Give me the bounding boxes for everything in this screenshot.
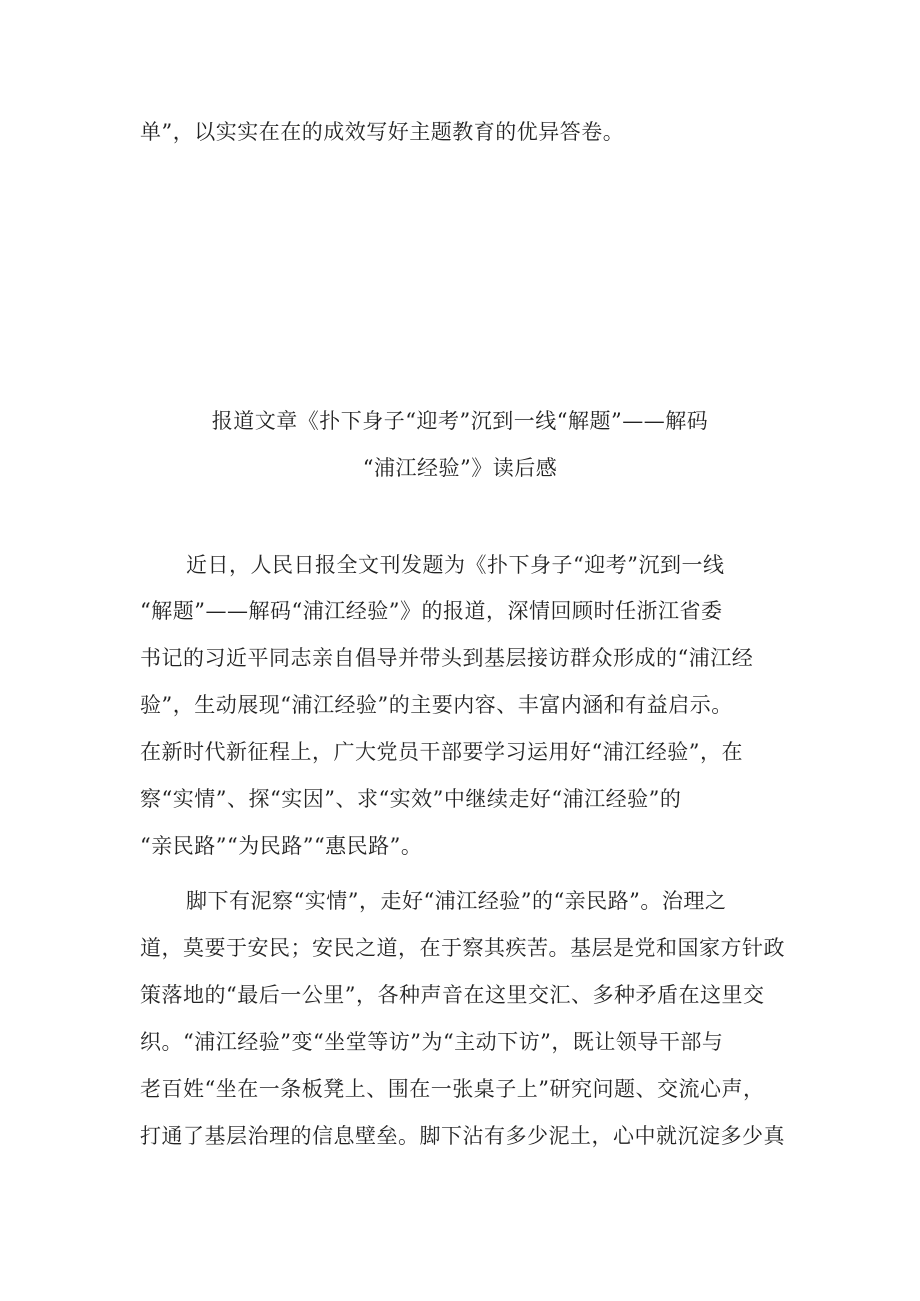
paragraph-line: 道，莫要于安民；安民之道，在于察其疾苦。基层是党和国家方针政 [140,936,785,960]
paragraph-line: 老百姓“坐在一条板凳上、围在一张桌子上”研究问题、交流心声， [140,1077,765,1101]
paragraph-line: 织。“浦江经验”变“坐堂等访”为“主动下访”，既让领导干部与 [140,1030,724,1054]
paragraph-line: “解题”——解码“浦江经验”》的报道，深情回顾时任浙江省委 [140,599,723,623]
title-line-1: 报道文章《扑下身子“迎考”沉到一线“解题”——解码 [211,409,709,433]
paragraph-line: “亲民路”“为民路”“惠民路”。 [140,834,423,858]
paragraph-line: 脚下有泥察“实情”，走好“浦江经验”的“亲民路”。治理之 [186,889,727,913]
continuation-line: 单”，以实实在在的成效写好主题教育的优异答卷。 [140,120,625,144]
paragraph-line: 书记的习近平同志亲自倡导并带头到基层接访群众形成的“浦江经 [140,646,754,670]
paragraph-line: 打通了基层治理的信息壁垒。脚下沾有多少泥土，心中就沉淀多少真 [140,1124,785,1148]
paragraph-line: 验”，生动展现“浦江经验”的主要内容、丰富内涵和有益启示。 [140,693,733,717]
paragraph-line: 近日，人民日报全文刊发题为《扑下身子“迎考”沉到一线 [186,553,725,577]
paragraph-line: 察“实情”、探“实因”、求“实效”中继续走好“浦江经验”的 [140,787,682,811]
paragraph-line: 在新时代新征程上，广大党员干部要学习运用好“浦江经验”，在 [140,740,743,764]
paragraph-line: 策落地的“最后一公里”，各种声音在这里交汇、多种矛盾在这里交 [140,983,765,1007]
title-line-2: “浦江经验”》读后感 [362,456,558,480]
